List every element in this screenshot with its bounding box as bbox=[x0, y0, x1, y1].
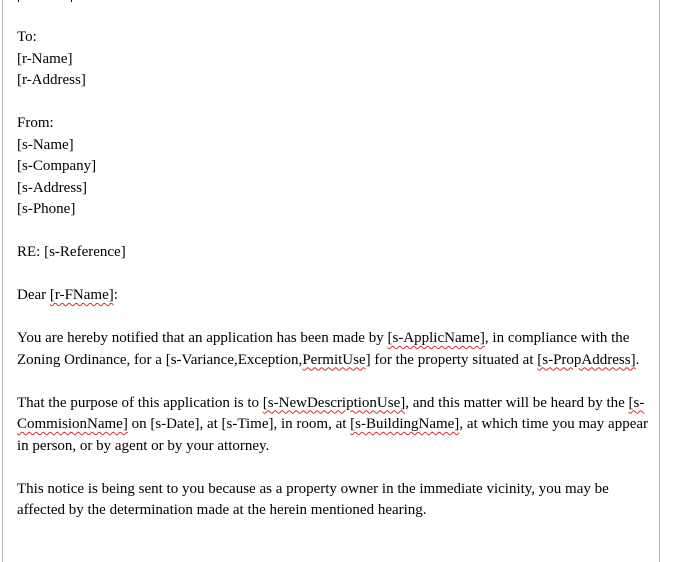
salutation-prefix: Dear bbox=[17, 287, 50, 303]
variance-field-start: [s-Variance,Exception, bbox=[165, 351, 303, 368]
from-label: From: bbox=[17, 115, 54, 131]
new-description-use-field: [s-NewDescriptionUse] bbox=[262, 394, 406, 411]
notification-paragraph bbox=[17, 328, 657, 371]
sender-company-field: [s-Company] bbox=[17, 158, 97, 174]
blank-line bbox=[17, 92, 657, 114]
variance-field bbox=[166, 352, 371, 368]
permit-use-token: PermitUse bbox=[302, 351, 366, 368]
sender-name-field: [s-Name] bbox=[17, 136, 74, 153]
variance-field-end: ] bbox=[365, 351, 371, 368]
blank-line bbox=[17, 371, 657, 393]
salutation-suffix: : bbox=[113, 287, 118, 303]
blank-line bbox=[17, 221, 657, 243]
purpose-paragraph bbox=[17, 393, 657, 458]
cut-off-date-field bbox=[18, 0, 72, 2]
letter-body[interactable] bbox=[17, 27, 657, 522]
reference-line: RE: [s-Reference] bbox=[17, 244, 126, 260]
page-right-edge bbox=[659, 0, 660, 562]
paragraph-text: You are hereby notified that an application has been made by bbox=[17, 330, 388, 346]
commission-name-field: [s-CommisionName] bbox=[17, 394, 645, 432]
paragraph-text: for the property situated at bbox=[370, 351, 538, 368]
to-label: To: bbox=[17, 29, 37, 45]
recipient-first-name-field: [r-FName] bbox=[49, 287, 114, 303]
paragraph-text: on [s-Date], at [s-Time], in room, at bbox=[127, 416, 351, 432]
blank-line bbox=[17, 264, 657, 286]
recipient-address-field: [r-Address] bbox=[17, 72, 86, 88]
blank-line bbox=[17, 307, 657, 329]
paragraph-text: , in compliance with the Zoning Ordinance, for a bbox=[17, 330, 630, 368]
building-name-field: [s-BuildingName] bbox=[350, 416, 460, 432]
applicant-name-field: [s-ApplicName] bbox=[387, 330, 485, 346]
paragraph-text: , at which time you may appear in person, or by agent or by your attorney. bbox=[17, 416, 648, 454]
property-address-field: [s-PropAddress] bbox=[537, 351, 636, 368]
sender-phone-field: [s-Phone] bbox=[17, 201, 76, 217]
blank-line bbox=[17, 457, 657, 479]
page-left-edge bbox=[2, 0, 3, 562]
salutation bbox=[17, 285, 657, 307]
paragraph-text: , and this matter will be heard by the bbox=[405, 394, 629, 411]
paragraph-text: That the purpose of this application is to bbox=[17, 394, 263, 411]
recipient-name-field: [r-Name] bbox=[17, 50, 73, 67]
sender-address-field: [s-Address] bbox=[17, 179, 87, 196]
notice-reason-paragraph: This notice is being sent to you because as a property owner in the immediate vicinity, you may be affected by the determination made at the herein mentioned hearing. bbox=[17, 480, 609, 518]
paragraph-text: . bbox=[635, 351, 640, 368]
